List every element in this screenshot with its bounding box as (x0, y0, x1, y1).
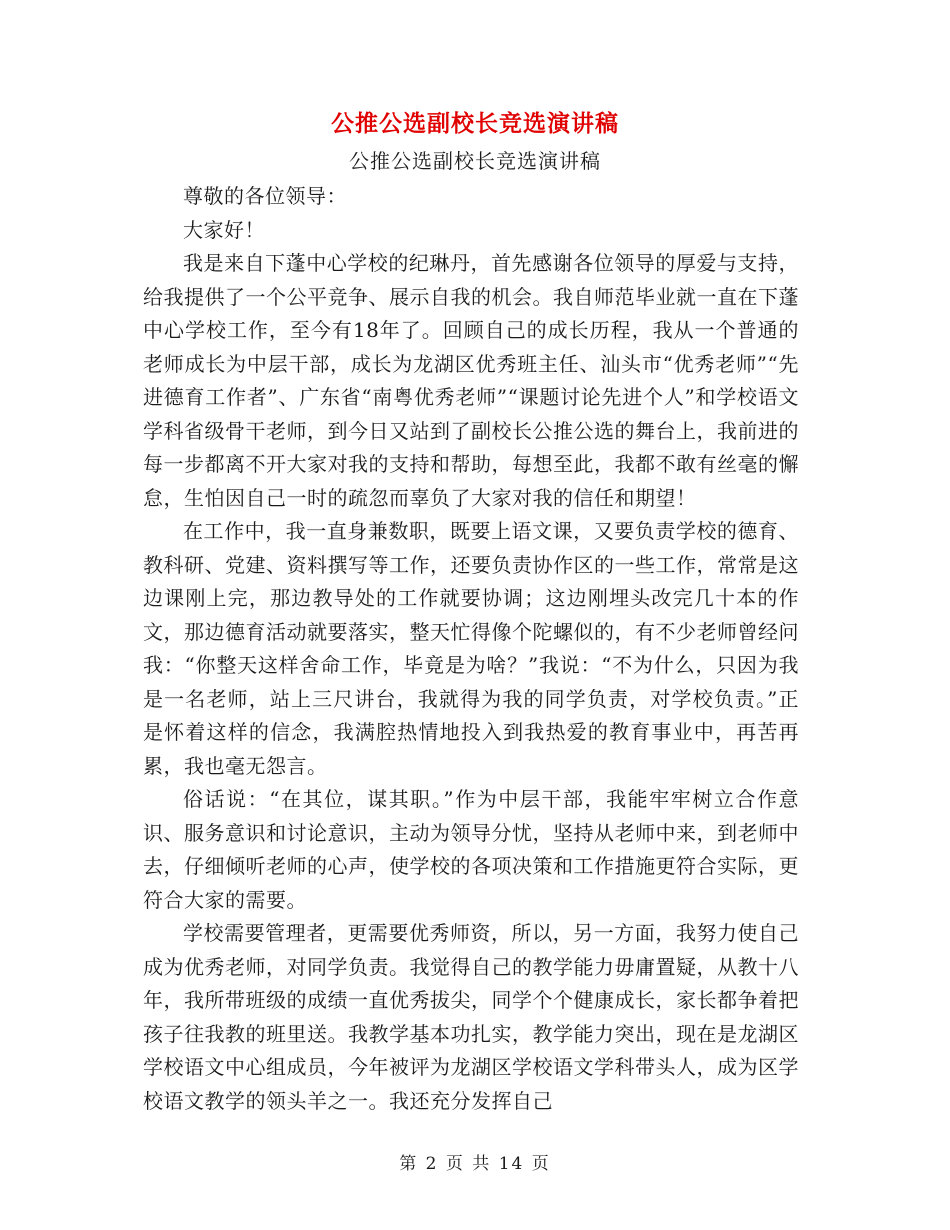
document-subtitle: 公推公选副校长竞选演讲稿 (349, 149, 601, 173)
document-title: 公推公选副校长竞选演讲稿 (331, 110, 619, 137)
greeting-paragraph: 大家好！ (183, 217, 265, 242)
body-paragraph: 学校需要管理者，更需要优秀师资，所以，另一方面，我努力使自己成为优秀老师，对同学负责。我觉得自己的教学能力毋庸置疑，从教十八年，我所带班级的成绩一直优秀拔尖，同学个个健康成长，家长都争着把孩子往我教的班里送。我教学基本功扎实，教学能力突出，现在是龙湖区学校语文中心组成员，今年被评为龙湖区学校语文学科带头人，成为区学校语文教学的领头羊之一。我还充分发挥自己 (143, 921, 799, 1113)
page-number-footer: 第 2 页 共 14 页 (399, 1154, 551, 1174)
document-body (143, 180, 799, 1118)
salutation-paragraph: 尊敬的各位领导： (183, 184, 347, 208)
body-paragraph: 我是来自下蓬中心学校的纪琳丹，首先感谢各位领导的厚爱与支持，给我提供了一个公平竞争、展示自我的机会。我自师范毕业就一直在下蓬中心学校工作，至今有18年了。回顾自己的成长历程，我从一个普通的老师成长为中层干部，成长为龙湖区优秀班主任、汕头市“优秀老师”“先进德育工作者”、广东省“南粤优秀老师”“课题讨论先进个人”和学校语文学科省级骨干老师，到今日又站到了副校长公推公选的舞台上，我前进的每一步都离不开大家对我的支持和帮助，每想至此，我都不敢有丝毫的懈怠，生怕因自己一时的疏忽而辜负了大家对我的信任和期望！ (143, 251, 799, 510)
body-paragraph: 在工作中，我一直身兼数职，既要上语文课，又要负责学校的德育、教科研、党建、资料撰写等工作，还要负责协作区的一些工作，常常是这边课刚上完，那边教导处的工作就要协调；这边刚埋头改完几十本的作文，那边德育活动就要落实，整天忙得像个陀螺似的，有不少老师曾经问我：“你整天这样舍命工作，毕竟是为啥？”我说：“不为什么，只因为我是一名老师，站上三尺讲台，我就得为我的同学负责，对学校负责。”正是怀着这样的信念，我满腔热情地投入到我热爱的教育事业中，再苦再累，我也毫无怨言。 (143, 519, 799, 778)
body-paragraph: 俗话说：“在其位，谋其职。”作为中层干部，我能牢牢树立合作意识、服务意识和讨论意识，主动为领导分忧，坚持从老师中来，到老师中去，仔细倾听老师的心声，使学校的各项决策和工作措施更符合实际，更符合大家的需要。 (143, 787, 799, 912)
